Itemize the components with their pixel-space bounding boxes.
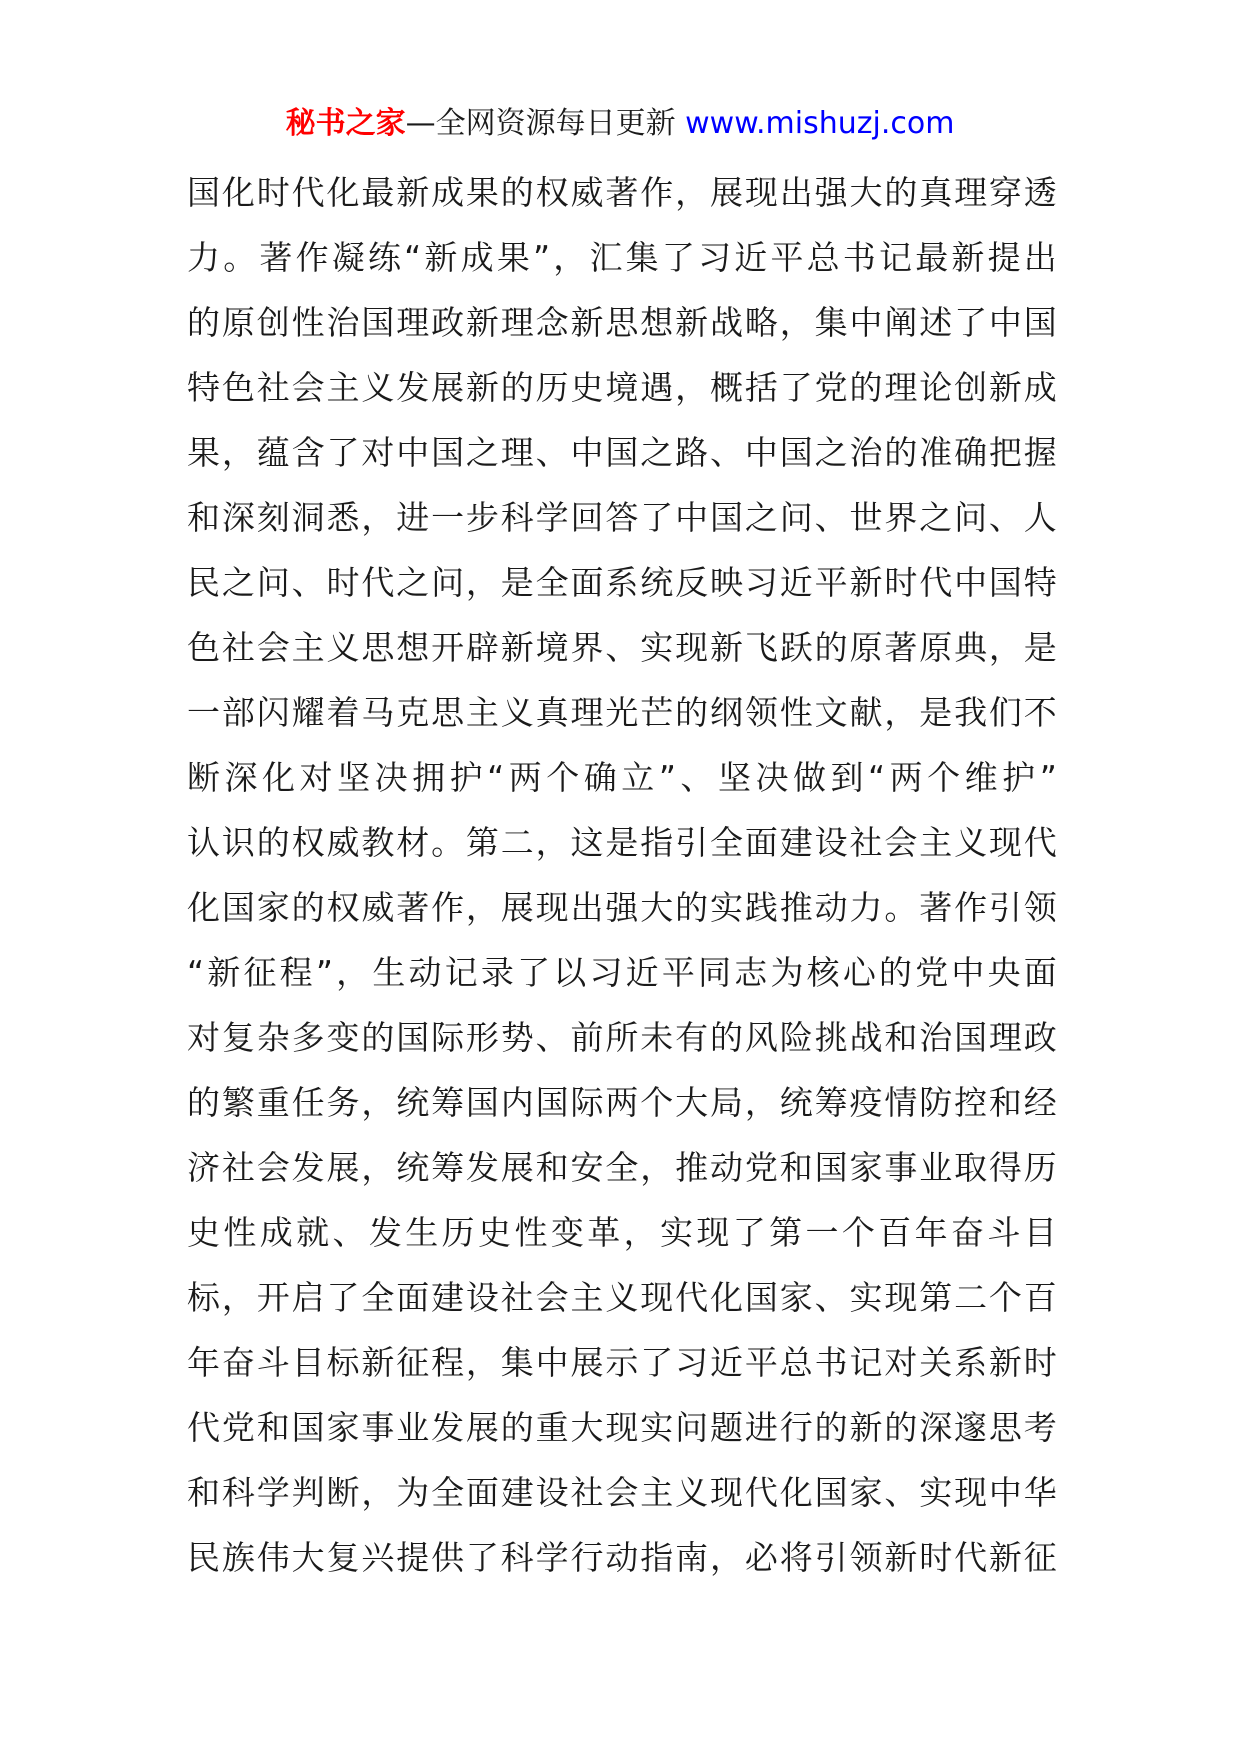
body-line: 认识的权威教材。第二，这是指引全面建设社会主义现代: [187, 823, 1057, 862]
body-line: “新征程”，生动记录了以习近平同志为核心的党中央面: [187, 953, 1057, 992]
body-line: 果，蕴含了对中国之理、中国之路、中国之治的准确把握: [187, 433, 1057, 472]
body-line: 的繁重任务，统筹国内国际两个大局，统筹疫情防控和经: [187, 1083, 1057, 1122]
body-line: 一部闪耀着马克思主义真理光芒的纲领性文献，是我们不: [187, 693, 1057, 732]
body-line: 断深化对坚决拥护“两个确立”、坚决做到“两个维护”: [187, 758, 1057, 797]
body-line: 国化时代化最新成果的权威著作，展现出强大的真理穿透: [187, 173, 1057, 212]
body-line: 民族伟大复兴提供了科学行动指南，必将引领新时代新征: [187, 1538, 1057, 1577]
body-line: 色社会主义思想开辟新境界、实现新飞跃的原著原典，是: [187, 628, 1057, 667]
body-line: 标，开启了全面建设社会主义现代化国家、实现第二个百: [187, 1278, 1057, 1317]
header-url-link[interactable]: www.mishuzj.com: [685, 106, 955, 141]
body-line: 特色社会主义发展新的历史境遇，概括了党的理论创新成: [187, 368, 1057, 407]
body-text: [187, 160, 1057, 1590]
body-line: 和科学判断，为全面建设社会主义现代化国家、实现中华: [187, 1473, 1057, 1512]
header-brand: 秘书之家: [285, 106, 406, 141]
body-line: 对复杂多变的国际形势、前所未有的风险挑战和治国理政: [187, 1018, 1057, 1057]
page-header: [0, 100, 1240, 148]
body-line: 民之问、时代之问，是全面系统反映习近平新时代中国特: [187, 563, 1057, 602]
body-line: 力。著作凝练“新成果”，汇集了习近平总书记最新提出: [187, 238, 1057, 277]
body-line: 年奋斗目标新征程，集中展示了习近平总书记对关系新时: [187, 1343, 1057, 1382]
body-line: 济社会发展，统筹发展和安全，推动党和国家事业取得历: [187, 1148, 1057, 1187]
body-line: 化国家的权威著作，展现出强大的实践推动力。著作引领: [187, 888, 1057, 927]
header-tagline: —全网资源每日更新: [405, 106, 686, 141]
body-line: 和深刻洞悉，进一步科学回答了中国之问、世界之问、人: [187, 498, 1057, 537]
body-line: 史性成就、发生历史性变革，实现了第一个百年奋斗目: [187, 1213, 1057, 1252]
body-line: 代党和国家事业发展的重大现实问题进行的新的深邃思考: [187, 1408, 1057, 1447]
body-line: 的原创性治国理政新理念新思想新战略，集中阐述了中国: [187, 303, 1057, 342]
